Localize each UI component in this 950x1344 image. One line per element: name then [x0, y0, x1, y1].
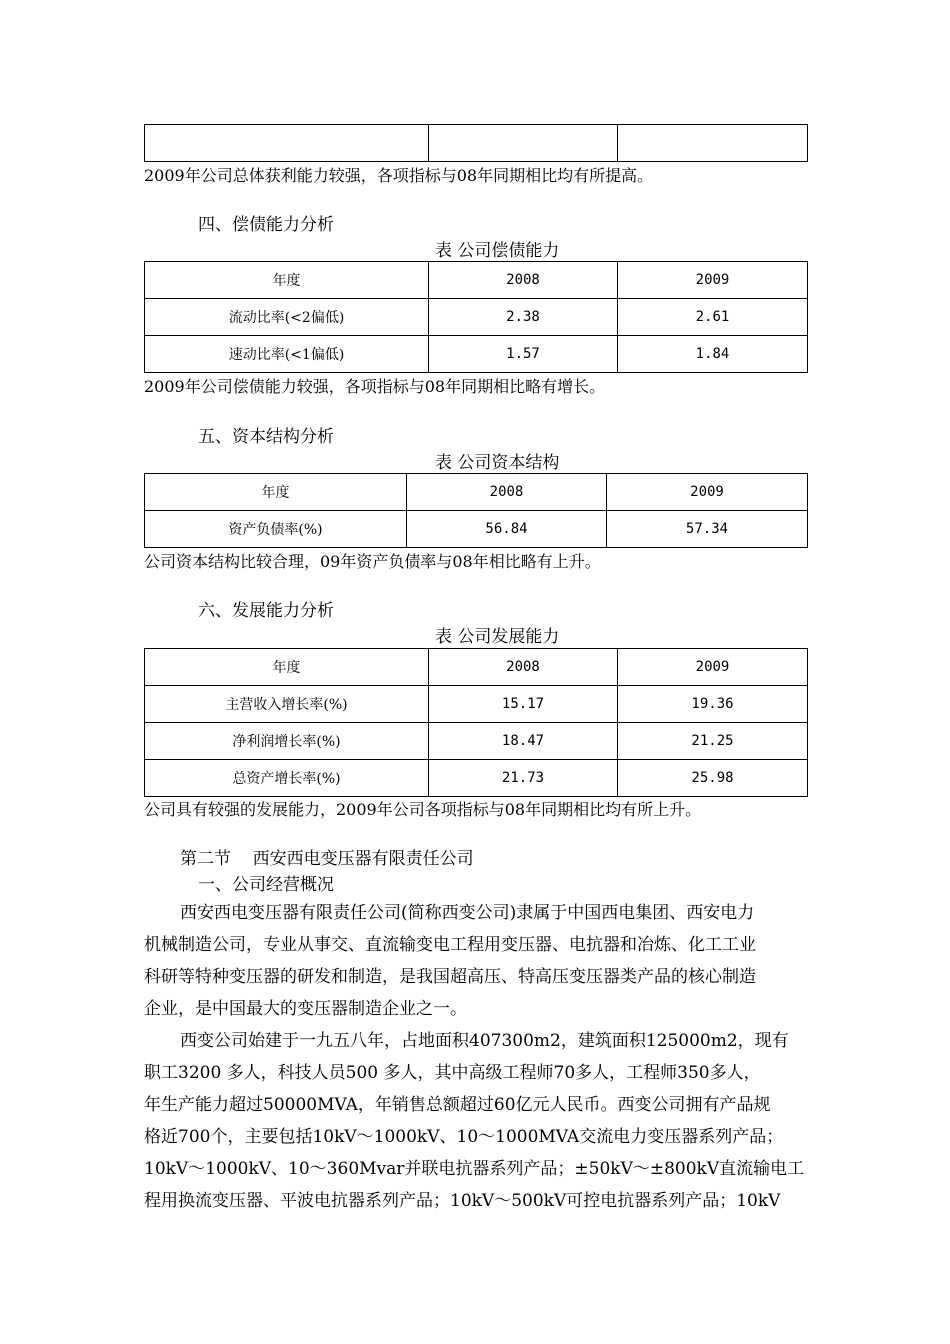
table-cell [145, 125, 429, 162]
table-cell: 2.38 [429, 299, 618, 336]
subsection-heading: 一、公司经营概况 [198, 875, 334, 895]
row-label: 主营收入增长率(%) [145, 686, 429, 723]
column-header: 年度 [145, 649, 429, 686]
table-caption-growth: 表 公司发展能力 [435, 627, 560, 647]
solvency-table [144, 261, 808, 373]
table-header-row [145, 474, 808, 511]
column-header: 年度 [145, 474, 407, 511]
table-cell [618, 125, 808, 162]
paragraph-line: 机械制造公司，专业从事交、直流输变电工程用变压器、电抗器和冶炼、化工工业 [144, 935, 756, 955]
row-label: 总资产增长率(%) [145, 760, 429, 797]
table-caption-solvency: 表 公司偿债能力 [435, 241, 560, 261]
top-table [144, 124, 808, 162]
paragraph-line: 职工3200 多人，科技人员500 多人，其中高级工程师70多人，工程师350多人， [144, 1063, 761, 1083]
table-row [145, 336, 808, 373]
capital-structure-table [144, 473, 808, 548]
table-cell: 21.73 [429, 760, 618, 797]
row-label: 资产负债率(%) [145, 511, 407, 548]
table-row [145, 723, 808, 760]
table-caption-capital-structure: 表 公司资本结构 [435, 453, 560, 473]
table-cell: 21.25 [618, 723, 808, 760]
table-row [145, 686, 808, 723]
column-header: 2008 [429, 262, 618, 299]
paragraph-line: 企业，是中国最大的变压器制造企业之一。 [144, 999, 467, 1019]
table-cell: 15.17 [429, 686, 618, 723]
table-header-row [145, 649, 808, 686]
column-header: 2008 [429, 649, 618, 686]
solvency-summary: 2009年公司偿债能力较强，各项指标与08年同期相比略有增长。 [144, 377, 606, 396]
table-row [145, 511, 808, 548]
capital-structure-summary: 公司资本结构比较合理，09年资产负债率与08年相比略有上升。 [144, 552, 601, 571]
profitability-summary: 2009年公司总体获利能力较强，各项指标与08年同期相比均有所提高。 [144, 166, 654, 185]
row-label: 净利润增长率(%) [145, 723, 429, 760]
row-label: 流动比率(<2偏低) [145, 299, 429, 336]
table-cell: 25.98 [618, 760, 808, 797]
table-cell: 1.84 [618, 336, 808, 373]
paragraph-line: 程用换流变压器、平波电抗器系列产品；10kV～500kV可控电抗器系列产品；10kV [144, 1191, 781, 1211]
column-header: 2009 [618, 649, 808, 686]
table-cell: 1.57 [429, 336, 618, 373]
table-cell: 18.47 [429, 723, 618, 760]
growth-table [144, 648, 808, 797]
table-row [145, 125, 808, 162]
row-label: 速动比率(<1偏低) [145, 336, 429, 373]
column-header: 2008 [407, 474, 607, 511]
column-header: 2009 [618, 262, 808, 299]
paragraph-line: 格近700个，主要包括10kV～1000kV、10～1000MVA交流电力变压器系列产品； [144, 1127, 784, 1147]
table-cell: 57.34 [607, 511, 808, 548]
table-cell [429, 125, 618, 162]
growth-summary: 公司具有较强的发展能力，2009年公司各项指标与08年同期相比均有所上升。 [144, 800, 702, 819]
paragraph-line: 年生产能力超过50000MVA，年销售总额超过60亿元人民币。西变公司拥有产品规 [144, 1095, 771, 1115]
table-row [145, 760, 808, 797]
table-row [145, 299, 808, 336]
table-header-row [145, 262, 808, 299]
table-cell: 2.61 [618, 299, 808, 336]
table-cell: 19.36 [618, 686, 808, 723]
chapter-section-title: 第二节 西安西电变压器有限责任公司 [180, 849, 474, 869]
paragraph-line: 10kV～1000kV、10～360Mvar并联电抗器系列产品；±50kV～±800kV直流输电工 [144, 1159, 805, 1179]
section-heading-growth: 六、发展能力分析 [198, 601, 334, 621]
section-heading-capital-structure: 五、资本结构分析 [198, 427, 334, 447]
paragraph-line: 西变公司始建于一九五八年，占地面积407300m2，建筑面积125000m2，现有 [180, 1031, 789, 1051]
column-header: 年度 [145, 262, 429, 299]
column-header: 2009 [607, 474, 808, 511]
paragraph-line: 西安西电变压器有限责任公司(简称西变公司)隶属于中国西电集团、西安电力 [180, 903, 755, 923]
table-cell: 56.84 [407, 511, 607, 548]
section-heading-solvency: 四、偿债能力分析 [198, 215, 334, 235]
paragraph-line: 科研等特种变压器的研发和制造，是我国超高压、特高压变压器类产品的核心制造 [144, 967, 756, 987]
